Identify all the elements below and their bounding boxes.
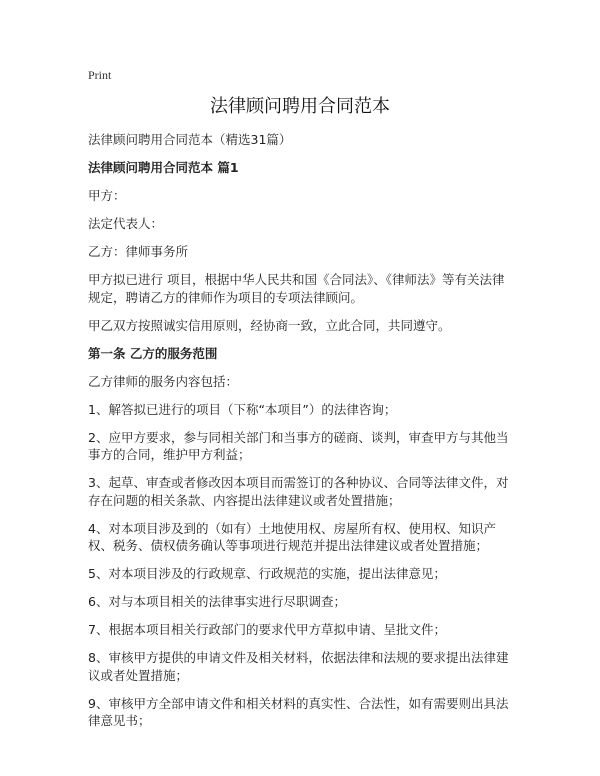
service-item: 1、解答拟已进行的项目（下称“本项目”）的法律咨询；: [88, 401, 397, 417]
service-item: 5、对本项目涉及的行政规章、行政规范的实施，提出法律意见；: [88, 566, 446, 581]
service-item: 9、审核甲方全部申请文件和相关材料的真实性、合法性，如有需要则出具法律意见书；: [88, 695, 509, 728]
services-intro: 乙方律师的服务内容包括：: [88, 373, 239, 389]
service-item: 6、对与本项目相关的法律事实进行尽职调查；: [88, 594, 346, 609]
section-heading: 法律顾问聘用合同范本 篇1: [88, 160, 239, 175]
service-item: 2、应甲方要求，参与同相关部门和当事方的磋商、谈判，审查甲方与其他当事方的合同，维护甲方利益；: [88, 429, 509, 462]
service-item: 7、根据本项目相关行政部门的要求代甲方草拟申请、呈批文件；: [88, 622, 446, 637]
document-subtitle: 法律顾问聘用合同范本（精选31篇）: [88, 132, 292, 147]
service-item: 3、起草、审查或者修改因本项目而需签订的各种协议、合同等法律文件，对存在问题的相关条款、内容提出法律建议或者处置措施；: [88, 475, 509, 508]
document-title: 法律顾问聘用合同范本: [210, 96, 390, 117]
agreement-statement: 甲乙双方按照诚实信用原则，经协商一致，立此合同，共同遵守。: [88, 317, 451, 333]
legal-representative: 法定代表人：: [88, 216, 164, 231]
article-heading: 第一条 乙方的服务范围: [88, 345, 218, 361]
party-a: 甲方：: [88, 188, 126, 203]
service-item: 4、对本项目涉及到的（如有）土地使用权、房屋所有权、使用权、知识产权、税务、债权债务确认等事项进行规范并提出法律建议或者处置措施；: [88, 520, 496, 553]
service-item: 8、审核甲方提供的申请文件及相关材料，依据法律和法规的要求提出法律建议或者处置措施；: [88, 650, 509, 683]
print-link[interactable]: Print: [88, 68, 112, 82]
document-page: [88, 68, 512, 740]
preamble: 甲方拟已进行 项目，根据中华人民共和国《合同法》、《律师法》等有关法律规定，聘请乙方的律师作为项目的专项法律顾问。: [88, 272, 505, 305]
party-b: 乙方：律师事务所: [88, 244, 189, 259]
